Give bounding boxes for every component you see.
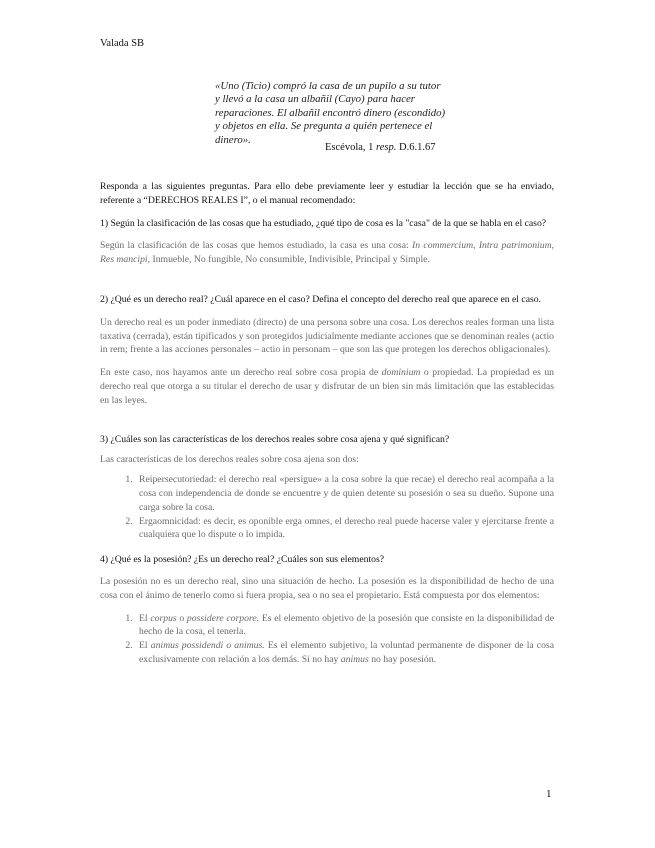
answer-4-list (100, 612, 554, 667)
answer-2-para-1: Un derecho real es un poder inmediato (directo) de una persona sobre una cosa. Los derechos reales forman una lista taxativa (cerrada), están tipificados y son protegidos judicialmente mediante acciones que se denominan reales (actio in rem; frente a las acciones personales – actio in personam – que son las que protegen los derechos obligacionales). (100, 316, 554, 356)
answer-2-start: En este caso, nos hayamos ante un derecho real sobre cosa propia de (100, 367, 382, 379)
question-4: 4) ¿Qué es la posesión? ¿Es un derecho real? ¿Cuáles son sus elementos? (100, 554, 385, 566)
intro-paragraph: Responda a las siguientes preguntas. Para ello debe previamente leer y estudiar la lección que se ha enviado, referente a “DERECHOS REALES I”, o el manual recomendado: (100, 181, 554, 206)
list-item: 1. Reipersecutoriedad: el derecho real «persigue» a la cosa sobre la que recae) el derecho real acompaña a la cosa con independencia de donde se encuentre y de quien detente su posesión o sea su dueño. Supone una carga sobre la cosa. (135, 473, 554, 514)
question-3: 3) ¿Cuáles son las características de los derechos reales sobre cosa ajena y qué significan? (100, 433, 450, 445)
list-item (135, 612, 554, 640)
list-item (135, 639, 554, 667)
answer-2-end: o propiedad. La propiedad es un derecho real que otorga a su titular el derecho de usar y disfrutar de un bien sin más limitación que las establecidas en las leyes. (100, 367, 555, 406)
item-text: El (139, 612, 151, 624)
item-text: no hay posesión. (368, 653, 437, 665)
item-italic: animus (340, 653, 369, 665)
question-2: 2) ¿Qué es un derecho real? ¿Cuál aparece en el caso? Defina el concepto del derecho real que aparece en el caso. (100, 293, 542, 305)
answer-1-end: Inmueble, No fungible, No consumible, Indivisible, Principal y Simple. (150, 254, 430, 266)
item-text: Es el elemento subjetivo, la voluntad permanente de disponer de la cosa exclusivamente con relación a los demás. Si no hay (139, 640, 555, 665)
page-number: 1 (546, 788, 552, 800)
answer-2-italic: dominium (381, 367, 421, 379)
answer-2-para-2 (100, 366, 554, 407)
cite-prefix: Escévola, 1 (325, 142, 377, 153)
cite-suffix: D.6.1.67 (396, 142, 436, 153)
answer-4-lead: La posesión no es un derecho real, sino una situación de hecho. La posesión es la disponibilidad de hecho de una cosa con el ánimo de tenerlo como si fuera propia, sea o no sea el propietario. Está compuesta por dos elementos: (100, 575, 554, 601)
question-1: 1) Según la clasificación de las cosas que ha estudiado, ¿qué tipo de cosa es la "casa" de la que se habla en el caso? (100, 217, 547, 229)
document-header: Valada SB (100, 38, 145, 49)
answer-1 (100, 239, 554, 267)
answer-1-start: Según la clasificación de las cosas que hemos estudiado, la casa es una cosa: (100, 240, 413, 252)
item-text: Es el elemento objetivo de la posesión que consiste en la disponibilidad de hecho de la cosa, el tenerla. (139, 612, 555, 638)
item-italic: animus possidendi o animus. (150, 640, 265, 652)
cite-italic: resp. (376, 142, 397, 153)
document-body (100, 180, 554, 667)
item-text: o (176, 612, 187, 624)
list-item: 2. Ergaomnicidad: es decir, es oponible erga omnes, el derecho real puede hacerse valer y ejercitarse frente a cualquiera que lo dispute o lo impida. (135, 515, 554, 543)
quote-text: «Uno (Ticio) compró la casa de un pupilo a su tutor y llevó a la casa un albañil (Cayo) para hacer reparaciones. El albañil encontró dinero (escondido) y objetos en ella. Se pregunta a quién pertenece el dinero». (215, 80, 446, 146)
item-text: El (139, 640, 151, 652)
quote-citation (325, 142, 435, 153)
answer-3-list (100, 473, 554, 542)
case-quote (215, 80, 447, 147)
answer-1-italic: In commercium, Intra patrimonium, Res mancipi, (100, 240, 555, 266)
item-italic: corpus (150, 612, 177, 624)
item-italic: possidere corpore. (186, 612, 260, 624)
answer-3-lead: Las características de los derechos reales sobre cosa ajena son dos: (100, 454, 359, 466)
